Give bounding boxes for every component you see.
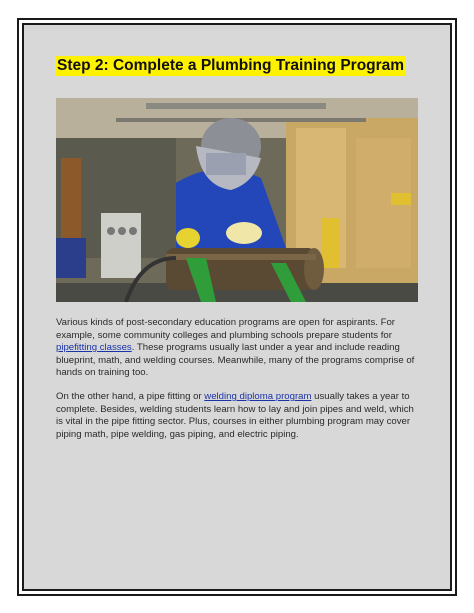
- welding-diploma-program-link[interactable]: welding diploma program: [204, 391, 312, 402]
- paragraph-2: [56, 391, 420, 441]
- paragraph-1-text-end: . These programs usually last under a year and include reading blueprint, math, and welding courses. Meanwhile, many of the programs comprise of hands on training too.: [56, 342, 415, 378]
- page-title: Step 2: Complete a Plumbing Training Program: [57, 57, 405, 74]
- pipefitting-classes-link[interactable]: pipefitting classes: [56, 342, 132, 353]
- welder-photo: [56, 98, 418, 302]
- paragraph-1: [56, 317, 420, 380]
- paragraph-1-text-start: Various kinds of post-secondary education programs are open for aspirants. For example, some community colleges and plumbing schools prepare students for: [56, 317, 395, 341]
- paragraph-2-text-start: On the other hand, a pipe fitting or: [56, 391, 205, 402]
- paragraph-2-text-end: usually takes a year to complete. Besides, welding students learn how to lay and join pipes and weld, which is vital in the pipe fitting sector. Plus, courses in either plumbing program may cover piping math, pipe welding, gas piping, and electric piping.: [56, 391, 414, 440]
